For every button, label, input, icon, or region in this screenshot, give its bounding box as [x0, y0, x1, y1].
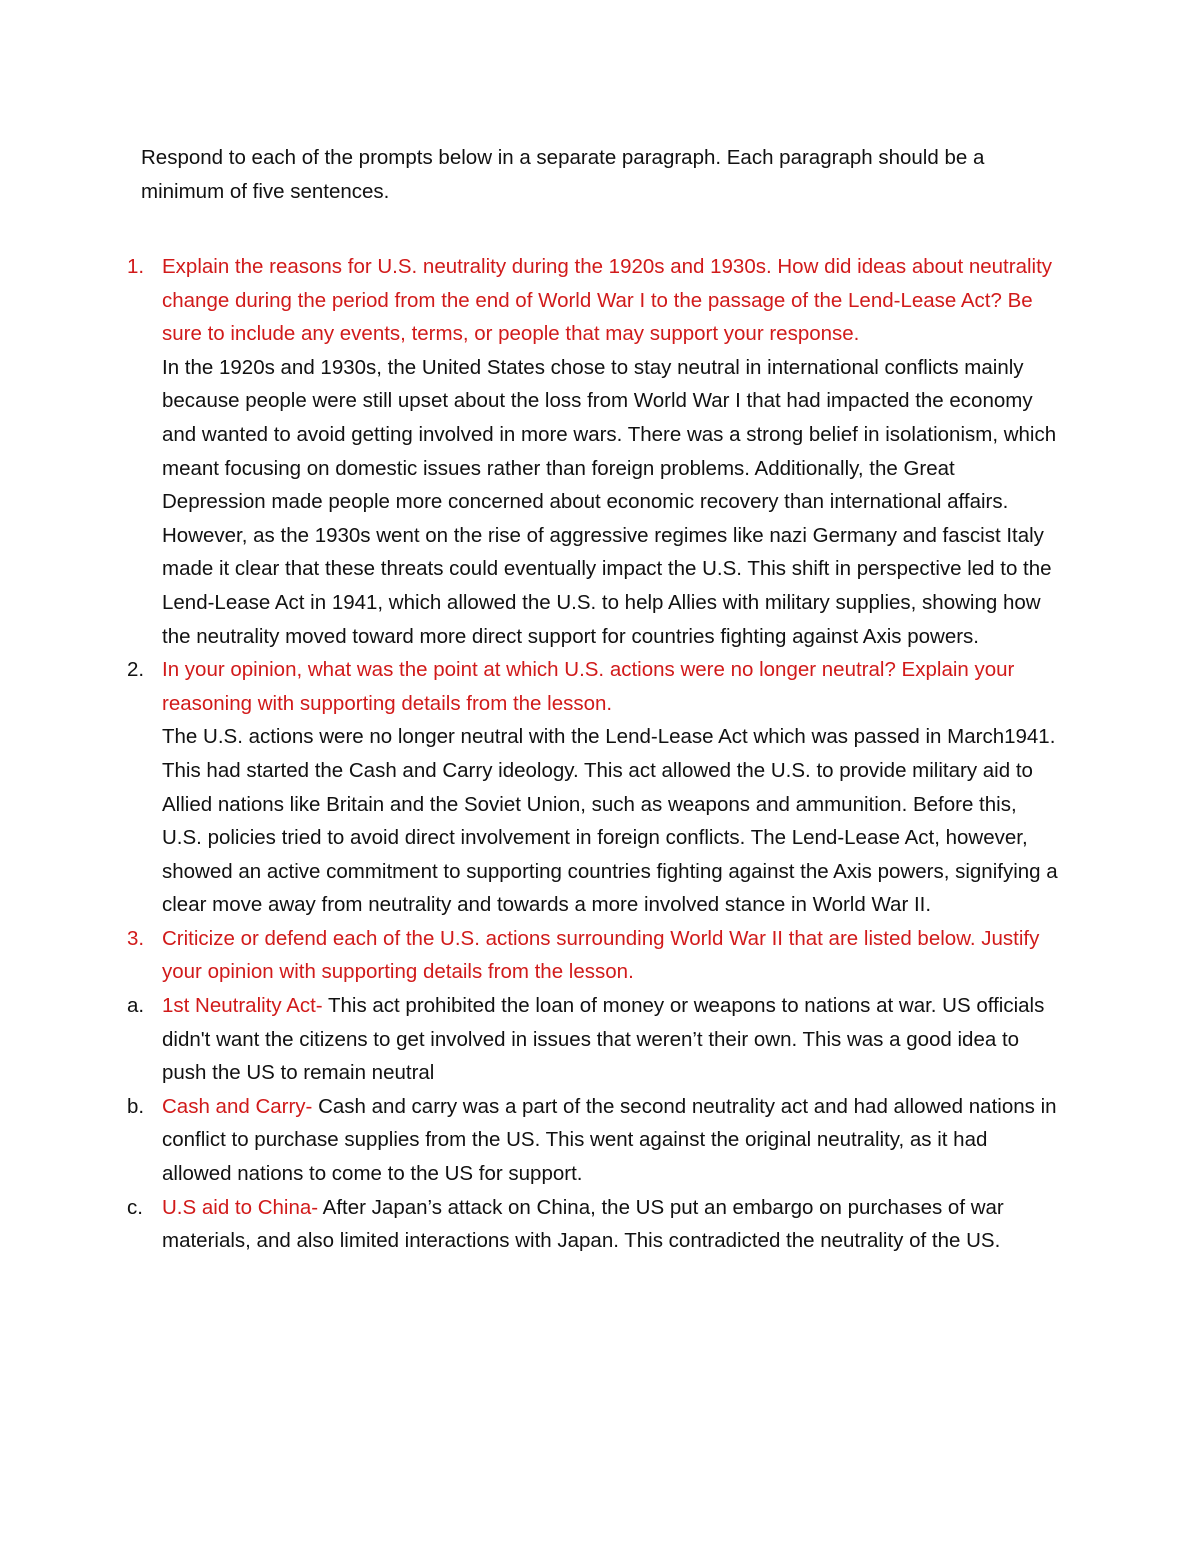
- instructions-text: Respond to each of the prompts below in a separate paragraph. Each paragraph should be a minimum of five sentences.: [141, 146, 985, 203]
- question-1-answer: In the 1920s and 1930s, the United States chose to stay neutral in international conflicts mainly because people were still upset about the loss from World War I that had impacted the economy and wanted to avoid getting involved in more wars. There was a strong belief in isolationism, which meant focusing on domestic issues rather than foreign problems. Additionally, the Great Depression made people more concerned about economic recovery than international affairs. However, as the 1930s went on the rise of aggressive regimes like nazi Germany and fascist Italy made it clear that these threats could eventually impact the U.S. This shift in perspective led to the Lend-Lease Act in 1941, which allowed the U.S. to help Allies with military supplies, showing how the neutrality moved toward more direct support for countries fighting against Axis powers.: [162, 355, 1057, 648]
- question-2-answer: The U.S. actions were no longer neutral with the Lend-Lease Act which was passed in March1941. This had started the Cash and Carry ideology. This act allowed the U.S. to provide military aid to Allied nations like Britain and the Soviet Union, such as weapons and ammunition. Before this, U.S. policies tried to avoid direct involvement in foreign conflicts. The Lend-Lease Act, however, showed an active commitment to supporting countries fighting against the Axis powers, signifying a clear move away from neutrality and towards a more involved stance in World War II.: [162, 725, 1058, 917]
- question-1-number: 1.: [127, 255, 145, 278]
- sub-item-b-letter: b.: [127, 1094, 145, 1118]
- sub-item-a: [0, 989, 1062, 1090]
- question-1: [0, 250, 1062, 653]
- sub-item-a-term: 1st Neutrality Act-: [162, 994, 323, 1018]
- question-list: [0, 250, 1200, 1258]
- sub-item-c-letter: c.: [127, 1195, 143, 1219]
- sub-item-b-text: Cash and carry was a part of the second neutrality act and had allowed nations in conflict to purchase supplies from the US. This went against the original neutrality, as it had allowed nations to come to the US for support.: [162, 1094, 1057, 1186]
- question-3-prompt: Criticize or defend each of the U.S. actions surrounding World War II that are listed below. Justify your opinion with supporting details from the lesson.: [162, 926, 1040, 984]
- question-3-number: 3.: [127, 926, 145, 950]
- sub-item-b: [0, 1090, 1062, 1191]
- question-2-prompt: In your opinion, what was the point at which U.S. actions were no longer neutral? Explain your reasoning with supporting details from the lesson.: [162, 658, 1015, 715]
- sub-item-c-term: U.S aid to China-: [162, 1195, 319, 1219]
- question-3: [0, 922, 1062, 989]
- sub-item-a-text: This act prohibited the loan of money or weapons to nations at war. US officials didn't want the citizens to get involved in issues that weren’t their own. This was a good idea to push the US to remain neutral: [162, 994, 1045, 1085]
- question-1-prompt: Explain the reasons for U.S. neutrality during the 1920s and 1930s. How did ideas about neutrality change during the period from the end of World War I to the passage of the Lend-Lease Act? Be sure to include any events, terms, or people that may support your response.: [162, 255, 1053, 346]
- sub-item-c-text: After Japan’s attack on China, the US put an embargo on purchases of war materials, and also limited interactions with Japan. This contradicted the neutrality of the US.: [162, 1195, 1004, 1253]
- sub-item-c: [0, 1191, 1062, 1258]
- sub-item-b-term: Cash and Carry-: [162, 1094, 313, 1118]
- sub-item-a-letter: a.: [127, 994, 145, 1018]
- question-2: [0, 653, 1062, 922]
- question-2-number: 2.: [127, 658, 145, 682]
